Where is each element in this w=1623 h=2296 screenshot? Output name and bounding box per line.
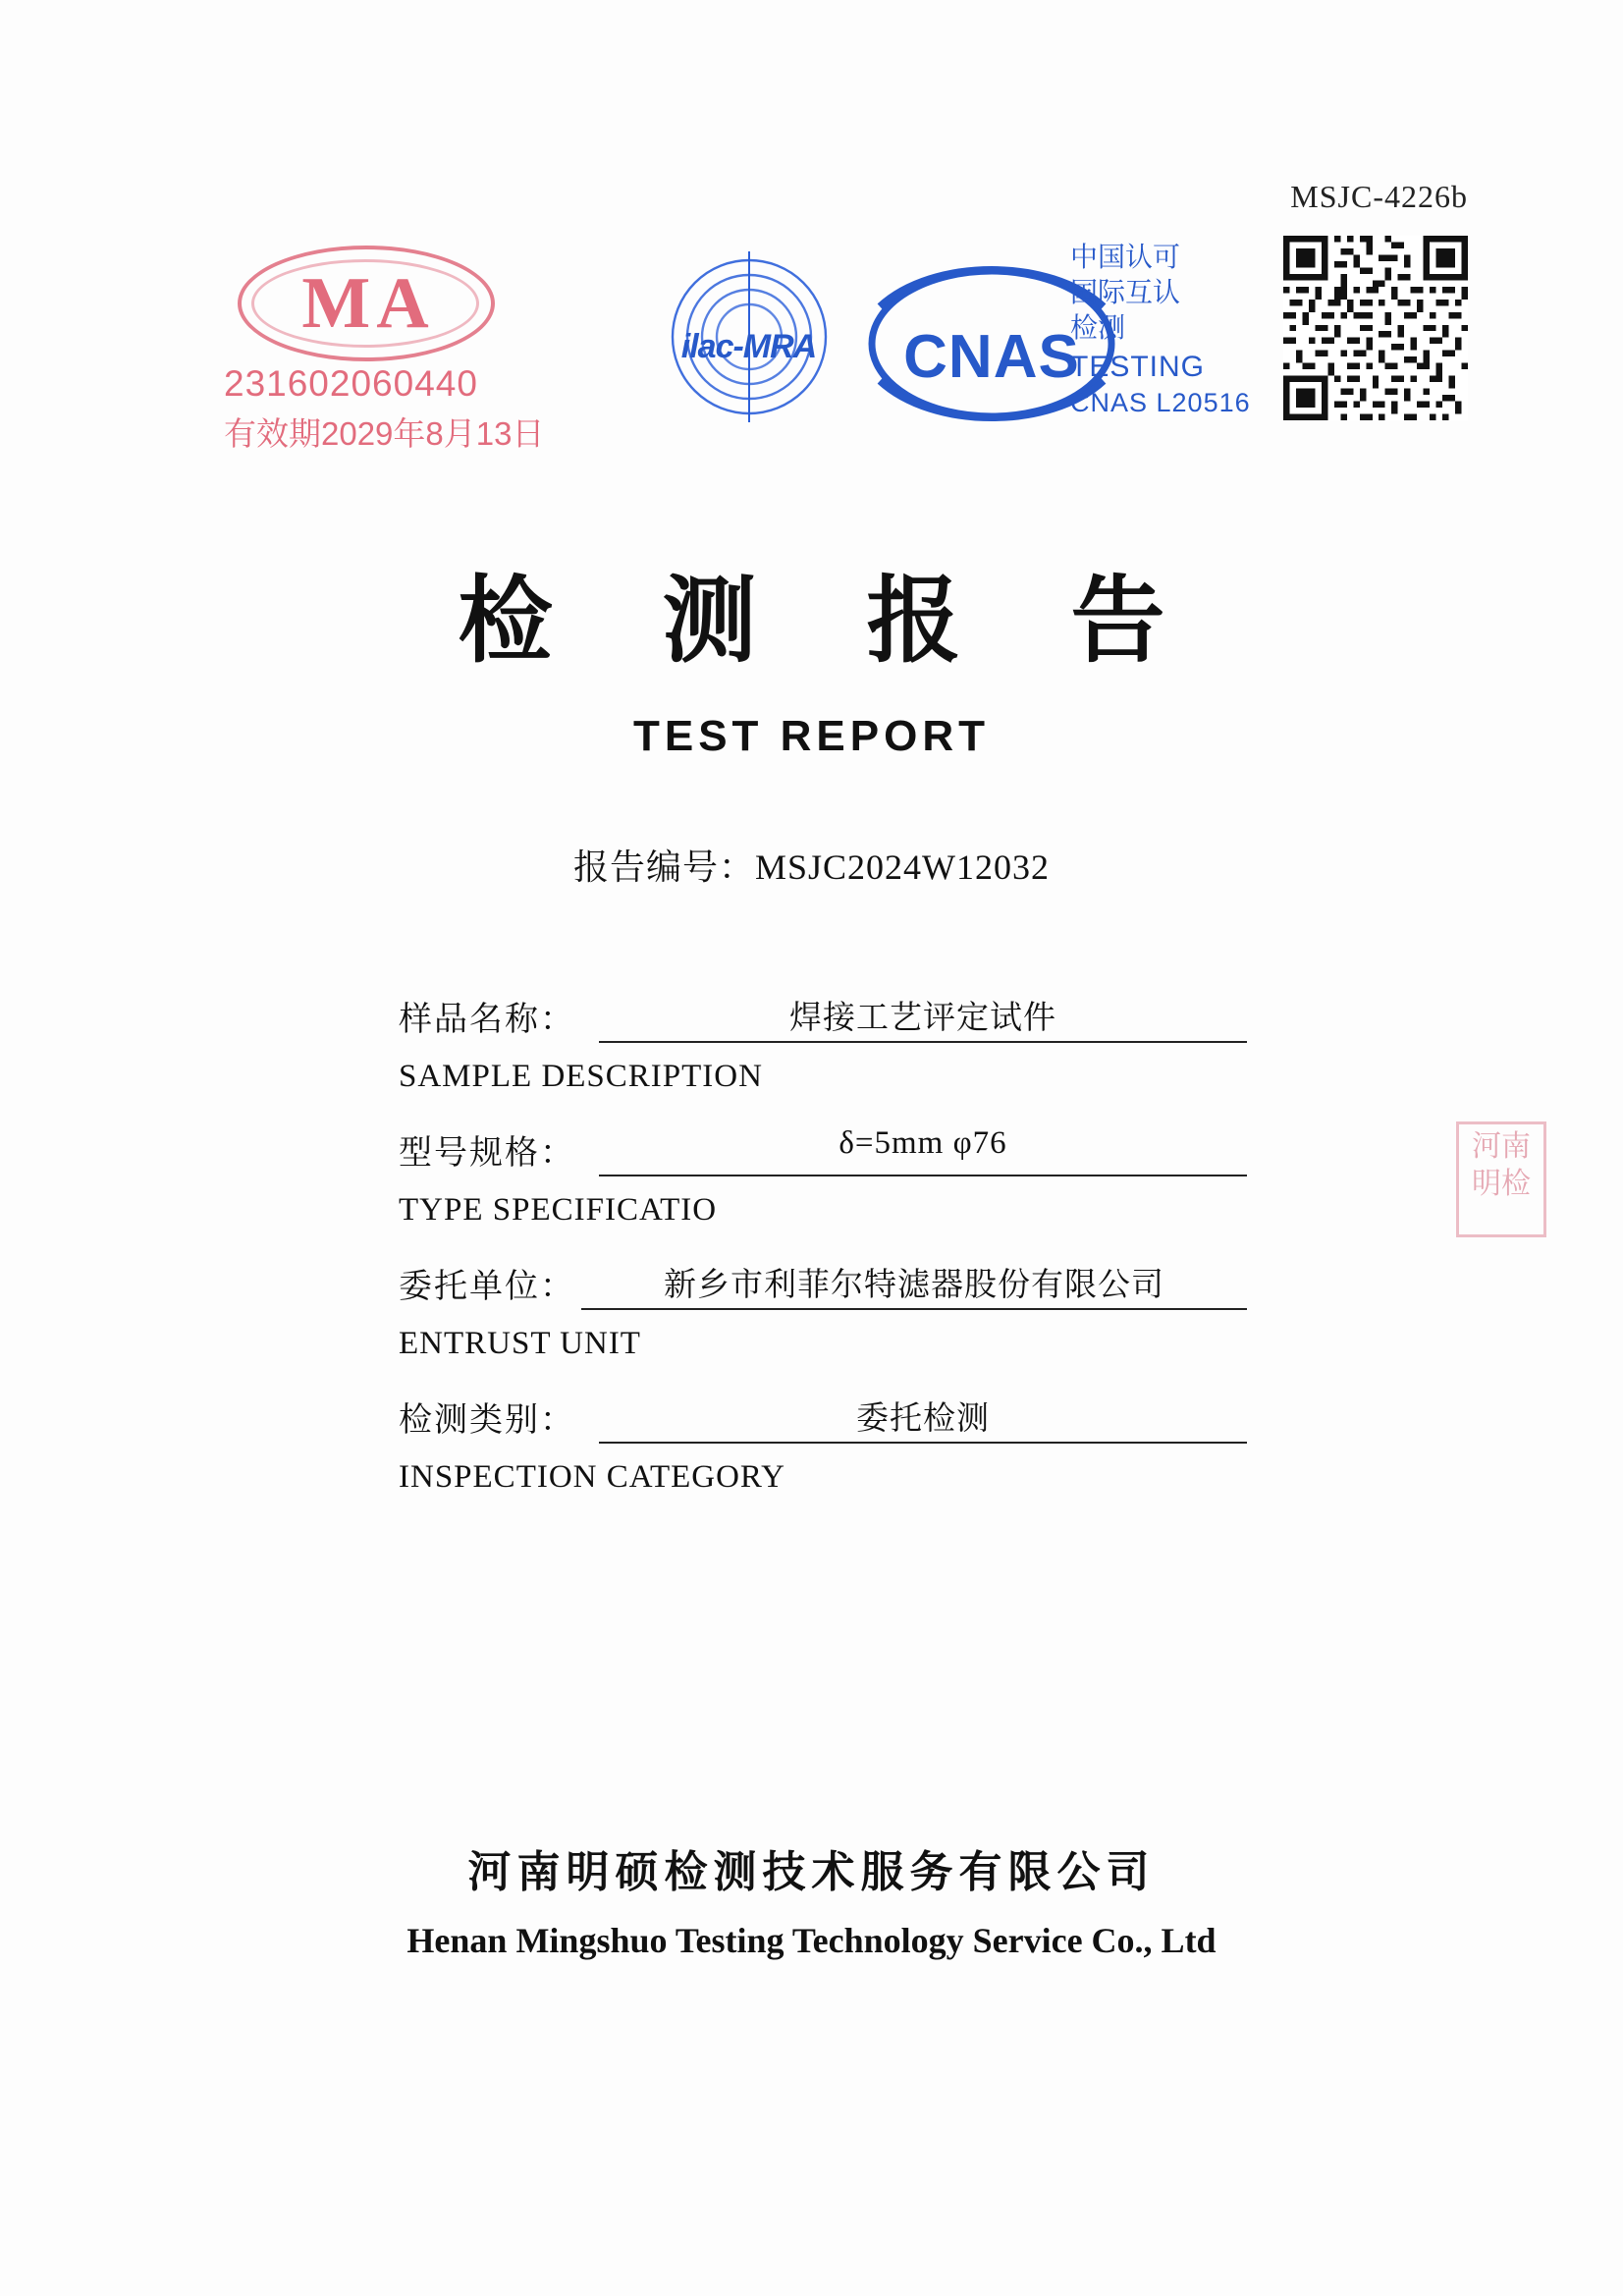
ma-accreditation-stamp — [224, 246, 545, 462]
page-title-cn: 检 测 报 告 — [458, 569, 1209, 674]
cnas-caption-line2: 国际互认 — [1070, 277, 1181, 307]
cnas-caption — [1070, 240, 1286, 420]
ilac-mra-text: ilac-MRA — [680, 328, 817, 365]
field-underline-type-specification — [599, 1175, 1247, 1176]
field-inspection-category — [399, 1393, 1282, 1459]
field-label-entrust-unit-en: ENTRUST UNIT — [399, 1326, 641, 1361]
cnas-accreditation-code: CNAS L20516 — [1070, 388, 1251, 417]
field-value-type-specification: δ=5mm φ76 — [839, 1125, 1007, 1161]
qr-code[interactable] — [1283, 236, 1468, 420]
cnas-caption-line3: 检测 — [1070, 312, 1126, 343]
field-underline-entrust-unit — [581, 1308, 1247, 1310]
ma-letters: MA — [301, 263, 435, 344]
field-type-specification — [399, 1125, 1282, 1192]
field-sample-description — [399, 992, 1282, 1059]
company-name-en: Henan Mingshuo Testing Technology Service Co., Ltd — [406, 1921, 1217, 1960]
qr-code-icon — [1283, 236, 1468, 420]
cnas-caption-testing: TESTING — [1070, 351, 1206, 383]
field-label-inspection-category-cn: 检测类别： — [399, 1402, 575, 1439]
company-name-cn: 河南明硕检测技术服务有限公司 — [467, 1848, 1156, 1896]
ma-validity-date: 有效期2029年8月13日 — [224, 415, 545, 452]
field-label-sample-description-cn: 样品名称： — [399, 1002, 575, 1038]
field-value-entrust-unit: 新乡市利菲尔特滤器股份有限公司 — [664, 1268, 1164, 1303]
field-value-inspection-category: 委托检测 — [856, 1401, 990, 1437]
cnas-caption-line1: 中国认可 — [1070, 242, 1181, 272]
field-label-type-specification-cn: 型号规格： — [399, 1135, 575, 1172]
field-label-sample-description-en: SAMPLE DESCRIPTION — [399, 1059, 763, 1094]
ma-certificate-number: 231602060440 — [224, 363, 478, 404]
page-title-en: TEST REPORT — [632, 712, 991, 760]
field-underline-sample-description — [599, 1041, 1247, 1043]
report-fields — [399, 992, 1282, 1526]
report-code: MSJC-4226b — [1290, 179, 1468, 214]
field-value-sample-description: 焊接工艺评定试件 — [789, 1001, 1056, 1036]
side-stamp: 河南明检 — [1456, 1121, 1546, 1237]
field-underline-inspection-category — [599, 1442, 1247, 1444]
report-number: 报告编号：MSJC2024W12032 — [572, 847, 1051, 887]
field-entrust-unit — [399, 1259, 1282, 1326]
ilac-mra-logo — [643, 244, 854, 430]
field-label-entrust-unit-cn: 委托单位： — [399, 1269, 575, 1305]
cnas-text: CNAS — [903, 323, 1080, 391]
field-label-type-specification-en: TYPE SPECIFICATIO — [399, 1192, 718, 1228]
field-label-inspection-category-en: INSPECTION CATEGORY — [399, 1459, 785, 1495]
